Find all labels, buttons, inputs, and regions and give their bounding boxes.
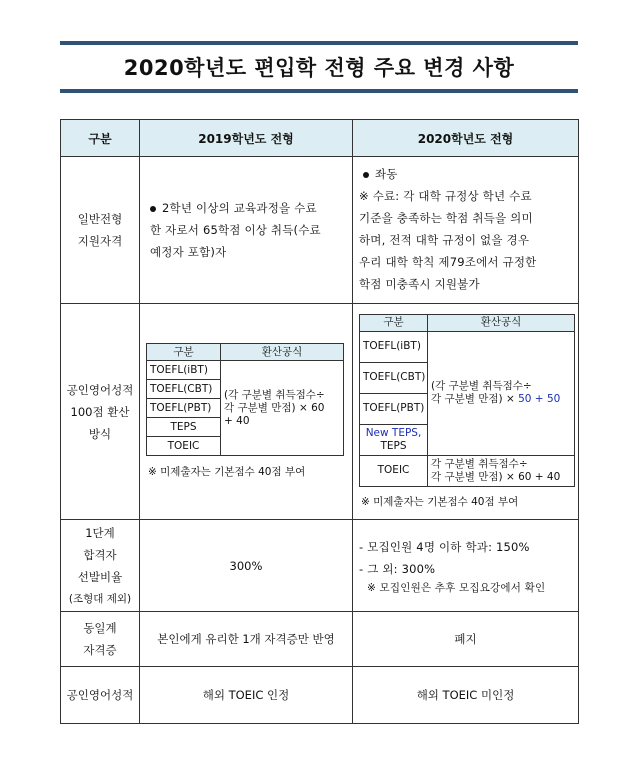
row-label: 공인영어성적 <box>61 667 140 724</box>
bullet-icon <box>363 172 369 178</box>
label-text: 방식 <box>88 426 112 441</box>
formula-text: (각 구분별 취득점수÷ <box>431 380 532 392</box>
formula-text: 각 구분별 만점) × 60 + 40 <box>431 470 561 483</box>
formula-text: 각 구분별 만점) × 60 <box>224 401 325 414</box>
sub-header-formula: 환산공식 <box>428 314 575 331</box>
row-overseas-toeic <box>61 667 579 724</box>
row-label <box>61 304 140 520</box>
header-2020: 2020학년도 전형 <box>353 120 579 157</box>
sub-header-row <box>360 314 575 331</box>
text-line: 2학년 이상의 교육과정을 수료 <box>162 201 317 215</box>
label-text: 100점 환산 <box>70 404 130 419</box>
text-line: 우리 대학 학칙 제79조에서 규정한 <box>359 255 537 269</box>
test-name: TOEFL(iBT) <box>360 331 428 362</box>
row-general-eligibility <box>61 157 579 304</box>
formula-prefix: 각 구분별 만점) × <box>431 393 515 405</box>
formula-text: + 40 <box>224 414 250 427</box>
table-header-row <box>61 120 579 157</box>
formula-text <box>431 393 571 406</box>
label-text: 합격자 <box>83 547 117 562</box>
label-text: 공인영어성적 <box>66 382 134 397</box>
cell-2020 <box>353 520 579 612</box>
conversion-table-2019 <box>146 343 344 456</box>
title-top-rule <box>60 41 578 45</box>
note-2020: ※ 미제출자는 기본점수 40점 부여 <box>361 495 519 508</box>
cell-2019: 해외 TOEIC 인정 <box>140 667 353 724</box>
sub-header-category: 구분 <box>147 344 221 361</box>
label-text: 지원자격 <box>77 234 123 248</box>
eligibility-2019 <box>140 197 352 263</box>
cell-2020: 해외 TOEIC 미인정 <box>353 667 579 724</box>
cell-2019: 본인에게 유리한 1개 자격증만 반영 <box>140 612 353 667</box>
test-name: TOEIC <box>147 437 221 456</box>
stage1-2020 <box>353 536 578 596</box>
row-label <box>61 612 140 667</box>
formula-text: (각 구분별 취득점수÷ <box>224 388 325 401</box>
test-name <box>360 424 428 455</box>
eligibility-2020 <box>353 157 578 295</box>
test-name: TOEFL(PBT) <box>147 399 221 418</box>
sub-header-category: 구분 <box>360 314 428 331</box>
cell-2020 <box>353 304 579 520</box>
formula-cell <box>428 331 575 455</box>
bullet-icon <box>150 206 156 212</box>
text-line: ※ 모집인원은 추후 모집요강에서 확인 <box>367 581 546 594</box>
text-line: - 그 외: 300% <box>359 561 436 576</box>
document-title: 2020학년도 편입학 전형 주요 변경 사항 <box>123 56 515 80</box>
test-name: TEPS <box>147 418 221 437</box>
changes-table <box>60 119 579 724</box>
cell-2020: 폐지 <box>353 612 579 667</box>
label-text: 자격증 <box>83 643 117 657</box>
header-category: 구분 <box>61 120 140 157</box>
formula-cell <box>428 455 575 486</box>
sub-row <box>147 361 344 380</box>
row-stage1-ratio <box>61 520 579 612</box>
cell-2020 <box>353 157 579 304</box>
sub-row <box>360 331 575 362</box>
title-bottom-rule <box>60 89 578 93</box>
text-line: 학점 미충족시 지원불가 <box>359 277 480 291</box>
new-teps-label: New TEPS, <box>365 426 422 439</box>
test-name: TOEIC <box>360 455 428 486</box>
text-line: 하며, 전적 대학 규정이 없을 경우 <box>359 233 530 247</box>
sub-header-row <box>147 344 344 361</box>
header-2019: 2019학년도 전형 <box>140 120 353 157</box>
formula-cell <box>221 361 344 456</box>
text-line: 예정자 포함)자 <box>150 245 227 259</box>
text-line: 좌동 <box>375 167 398 181</box>
label-text: (조형대 제외) <box>68 592 132 605</box>
formula-text: 각 구분별 취득점수÷ <box>431 457 528 470</box>
label-text: 1단계 <box>85 525 115 540</box>
sub-row <box>360 455 575 486</box>
row-label <box>61 157 140 304</box>
test-name: TOEFL(PBT) <box>360 393 428 424</box>
text-line: 기준을 충족하는 학점 취득을 의미 <box>359 211 533 225</box>
label-text: 일반전형 <box>77 212 123 226</box>
sub-header-formula: 환산공식 <box>221 344 344 361</box>
label-text: 동일계 <box>83 621 117 635</box>
cell-2019: 300% <box>140 520 353 612</box>
test-name: TOEFL(iBT) <box>147 361 221 380</box>
note-2019: ※ 미제출자는 기본점수 40점 부여 <box>148 466 306 478</box>
text-line: 한 자로서 65학점 이상 취득(수료 <box>150 223 321 237</box>
text-line: - 모집인원 4명 이하 학과: 150% <box>359 539 530 554</box>
test-name: TOEFL(CBT) <box>147 380 221 399</box>
row-english-conversion <box>61 304 579 520</box>
label-text: 선발비율 <box>77 569 123 584</box>
text-line: ※ 수료: 각 대학 규정상 학년 수료 <box>359 189 532 203</box>
cell-2019 <box>140 304 353 520</box>
row-label <box>61 520 140 612</box>
conversion-table-2020 <box>359 314 575 487</box>
test-name: TOEFL(CBT) <box>360 362 428 393</box>
formula-highlight: 50 + 50 <box>518 393 561 405</box>
teps-label: TEPS <box>380 439 407 452</box>
row-same-field-cert <box>61 612 579 667</box>
cell-2019 <box>140 157 353 304</box>
